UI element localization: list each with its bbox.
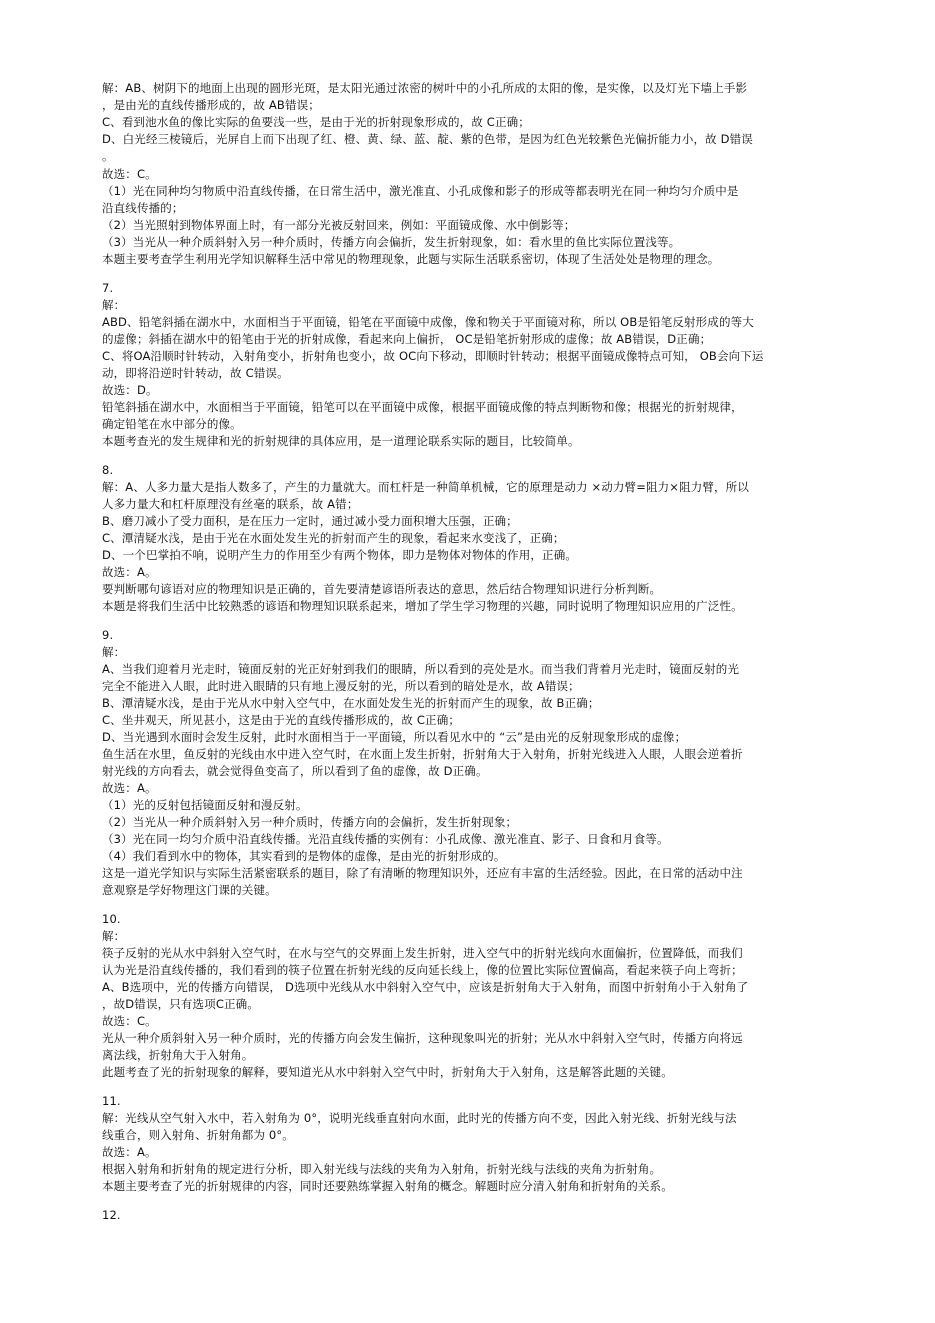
text-line: 射光线的方向看去，就会觉得鱼变高了，所以看到了鱼的虚像，故 D正确。 <box>102 764 488 778</box>
text-line: 这是一道光学知识与实际生活紧密联系的题目，除了有清晰的物理知识外，还应有丰富的生活经验。因此，在日常的活动中注 <box>102 866 743 880</box>
text-line: 本题考查光的发生规律和光的折射规律的具体应用，是一道理论联系实际的题目，比较简单。 <box>102 434 580 448</box>
text-line: C、坐井观天，所见甚小，这是由于光的直线传播形成的，故 C正确； <box>102 713 461 727</box>
text-line: D、当光遇到水面时会发生反射，此时水面相当于一平面镜，所以看见水中的 “云”是由光的反射现象形成的虚像； <box>102 730 687 744</box>
text-line: 要判断哪句谚语对应的物理知识是正确的，首先要清楚谚语所表达的意思，然后结合物理知识进行分析判断。 <box>102 582 662 596</box>
text-line: 本题主要考查了光的折射规律的内容，同时还要熟练掌握入射角的概念。解题时应分清入射角和折射角的关系。 <box>102 1179 673 1193</box>
text-line: （1）光在同种均匀物质中沿直线传播，在日常生活中，激光准直、小孔成像和影子的形成等都表明光在同一种均匀介质中是 <box>102 184 739 198</box>
text-line: 人多力量大和杠杆原理没有丝毫的联系，故 A错； <box>102 497 359 511</box>
text-line: B、磨刀减小了受力面积，是在压力一定时，通过减小受力面积增大压强，正确； <box>102 514 518 528</box>
text-line: 11. <box>102 1094 121 1108</box>
text-line: （4）我们看到水中的物体，其实看到的是物体的虚像，是由光的折射形成的。 <box>102 849 506 863</box>
text-line: 解：光线从空气射入水中，若入射角为 0°，说明光线垂直射向水面，此时光的传播方向不变，因此入射光线、折射光线与法 <box>102 1111 737 1125</box>
text-line: 光从一种介质斜射入另一种介质时，光的传播方向会发生偏折，这种现象叫光的折射；光从水中斜射入空气时，传播方向将远 <box>102 1031 743 1045</box>
text-line: C、将OA沿顺时针转动，入射角变小，折射角也变小，故 OC向下移动，即顺时针转动；根据平面镜成像特点可知， OB会向下运 <box>102 349 764 363</box>
text-line: 解： <box>102 645 126 659</box>
text-line: 确定铅笔在水中部分的像。 <box>102 417 242 431</box>
text-line: 认为光是沿直线传播的，我们看到的筷子位置在折射光线的反向延长线上，像的位置比实际位置偏高，看起来筷子向上弯折； <box>102 963 743 977</box>
text-line: 解： <box>102 929 126 943</box>
text-line: 解：A、人多力量大是指人数多了，产生的力量就大。而杠杆是一种简单机械，它的原理是动力 ×动力臂=阻力×阻力臂，所以 <box>102 480 749 494</box>
text-line: 离法线，折射角大于入射角。 <box>102 1048 254 1062</box>
text-line: 故选：A。 <box>102 781 157 795</box>
text-line: ABD、铅笔斜插在湖水中，水面相当于平面镜，铅笔在平面镜中成像，像和物关于平面镜对称，所以 OB是铅笔反射形成的等大 <box>102 315 754 329</box>
text-line: D、白光经三棱镜后，光屏自上而下出现了红、橙、黄、绿、蓝、靛、紫的色带，是因为红色光较紫色光偏折能力小，故 D错误 <box>102 132 753 146</box>
text-line: 故选：A。 <box>102 565 157 579</box>
text-line: 8. <box>102 463 114 477</box>
text-line: 鱼生活在水里，鱼反射的光线由水中进入空气时，在水面上发生折射，折射角大于入射角，折射光线进入人眼，人眼会逆着折 <box>102 747 743 761</box>
text-line: 故选：A。 <box>102 1145 157 1159</box>
text-line: 解： <box>102 298 126 312</box>
text-line: 故选：C。 <box>102 167 157 181</box>
text-line: 筷子反射的光从水中斜射入空气时，在水与空气的交界面上发生折射，进入空气中的折射光线向水面偏折，位置降低，而我们 <box>102 946 743 960</box>
text-line: ，故D错误，只有选项C正确。 <box>102 997 259 1011</box>
text-line: 此题考查了光的折射现象的解释，要知道光从水中斜射入空气中时，折射角大于入射角，这是解答此题的关键。 <box>102 1065 673 1079</box>
text-line: C、潭清疑水浅，是由于光在水面处发生光的折射而产生的现象，看起来水变浅了，正确； <box>102 531 565 545</box>
text-line: A、B选项中，光的传播方向错误， D选项中光线从水中斜射入空气中，应该是折射角大于入射角，而图中折射角小于入射角了 <box>102 980 749 994</box>
text-line: 9. <box>102 628 114 642</box>
text-line: 沿直线传播的； <box>102 201 184 215</box>
text-line: 的虚像；斜插在湖水中的铅笔由于光的折射成像，看起来向上偏折， OC是铅笔折射形成的虚像；故 AB错误，D正确； <box>102 332 712 346</box>
text-line: 完全不能进入人眼，此时进入眼睛的只有地上漫反射的光，所以看到的暗处是水，故 A错误； <box>102 679 580 693</box>
text-line: ，是由光的直线传播形成的，故 AB错误； <box>102 98 320 112</box>
text-line: 12. <box>102 1208 121 1222</box>
text-line: C、看到池水鱼的像比实际的鱼要浅一些，是由于光的折射现象形成的，故 C正确； <box>102 115 530 129</box>
text-line: （1）光的反射包括镜面反射和漫反射。 <box>102 798 308 812</box>
text-line: 7. <box>102 281 114 295</box>
text-line: （2）当光照射到物体界面上时，有一部分光被反射回来，例如：平面镜成像、水中倒影等； <box>102 218 576 232</box>
text-line: 根据入射角和折射角的规定进行分析，即入射光线与法线的夹角为入射角，折射光线与法线的夹角为折射角。 <box>102 1162 662 1176</box>
text-line: 。 <box>102 149 114 163</box>
text-line: 本题主要考查学生利用光学知识解释生活中常见的物理现象，此题与实际生活联系密切，体现了生活处处是物理的理念。 <box>102 252 720 266</box>
text-line: （3）当光从一种介质斜射入另一种介质时，传播方向会偏折，发生折射现象，如：看水里的鱼比实际位置浅等。 <box>102 235 681 249</box>
text-line: 动，即将沿逆时针转动，故 C错误。 <box>102 366 289 380</box>
text-line: 故选：C。 <box>102 1014 157 1028</box>
text-line: 意观察是学好物理这门课的关键。 <box>102 883 277 897</box>
text-line: A、当我们迎着月光走时，镜面反射的光正好射到我们的眼睛，所以看到的亮处是水。而当我们背着月光走时，镜面反射的光 <box>102 662 740 676</box>
text-line: 解：AB、树阴下的地面上出现的圆形光斑，是太阳光通过浓密的树叶中的小孔所成的太阳的像，是实像，以及灯光下墙上手影 <box>102 81 748 95</box>
text-line: D、一个巴掌拍不响，说明产生力的作用至少有两个物体，即力是物体对物体的作用，正确。 <box>102 548 578 562</box>
text-line: B、潭清疑水浅，是由于光从水中射入空气中，在水面处发生光的折射而产生的现象，故 B正确； <box>102 696 600 710</box>
text-line: （2）当光从一种介质斜射入另一种介质时，传播方向的会偏折，发生折射现象； <box>102 815 518 829</box>
text-line: 线重合，则入射角、折射角都为 0°。 <box>102 1128 294 1142</box>
text-line: 铅笔斜插在湖水中，水面相当于平面镜，铅笔可以在平面镜中成像，根据平面镜成像的特点判断物和像；根据光的折射规律， <box>102 400 743 414</box>
text-line: 故选：D。 <box>102 383 158 397</box>
text-line: （3）光在同一均匀介质中沿直线传播。光沿直线传播的实例有：小孔成像、激光准直、影子、日食和月食等。 <box>102 832 669 846</box>
text-line: 本题是将我们生活中比较熟悉的谚语和物理知识联系起来，增加了学生学习物理的兴趣，同时说明了物理知识应用的广泛性。 <box>102 599 743 613</box>
text-line: 10. <box>102 912 121 926</box>
